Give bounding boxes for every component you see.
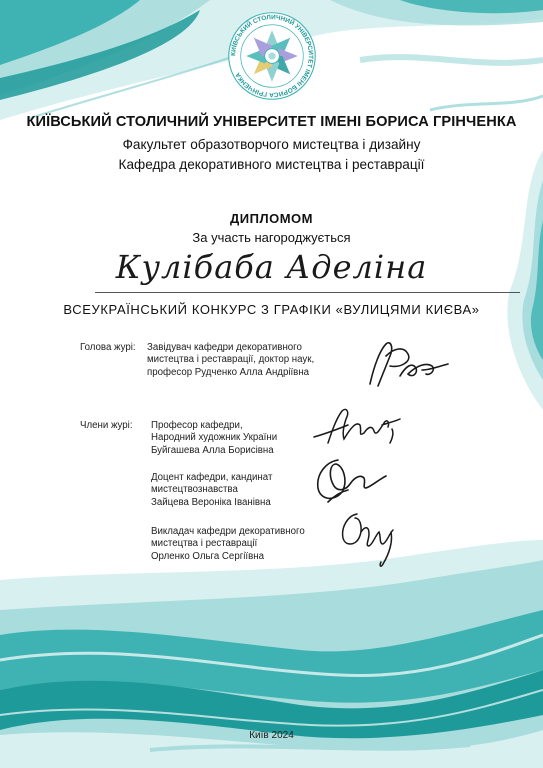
jury-member-1	[151, 420, 277, 457]
jury-chair-line: Завідувач кафедри декоративного	[147, 342, 302, 353]
recipient-underline	[95, 292, 520, 293]
emblem-ring-text: КИЇВСЬКИЙ СТОЛИЧНИЙ УНІВЕРСИТЕТ ІМЕНІ БОРИСА ГРІНЧЕНКА	[230, 14, 314, 98]
jury-member-line: мистецтвознавства	[151, 484, 238, 496]
jury-chair-label: Голова журі:	[80, 342, 136, 353]
city-year: Київ 2024	[249, 730, 294, 741]
recipient-name: Кулібаба Аделіна	[115, 248, 428, 286]
document-title: ДИПЛОМОМ	[230, 211, 313, 226]
jury-member-line: Народний художник України	[151, 432, 278, 444]
jury-member-3	[151, 526, 305, 563]
member-2-signature	[308, 452, 392, 508]
jury-chair-details	[147, 342, 314, 379]
jury-member-line: Буйгашева Алла Борисівна	[151, 444, 274, 456]
award-subtitle: За участь нагороджується	[192, 230, 351, 245]
jury-members-label: Члени журі:	[80, 420, 133, 431]
contest-name: ВСЕУКРАЇНСЬКИЙ КОНКУРС З ГРАФІКИ «ВУЛИЦЯМИ КИЄВА»	[63, 302, 480, 317]
jury-chair-line: мистецтва і реставрації, доктор наук,	[147, 354, 315, 366]
jury-member-line: Викладач кафедри декоративного	[151, 526, 305, 537]
jury-member-line: Орленко Ольга Сергіївна	[151, 550, 264, 562]
jury-member-line: Професор кафедри,	[151, 420, 243, 431]
university-name: КИЇВСЬКИЙ СТОЛИЧНИЙ УНІВЕРСИТЕТ ІМЕНІ БОРИСА ГРІНЧЕНКА	[26, 114, 517, 130]
jury-member-line: мистецтва і реставрації	[151, 538, 258, 550]
member-3-signature	[335, 506, 407, 572]
jury-member-line: Зайцева Вероніка Іванівна	[151, 496, 271, 508]
jury-chair-line: професор Рудченко Алла Андріївна	[147, 366, 310, 378]
jury-member-line: Доцент кафедри, кандинат	[151, 472, 273, 483]
jury-member-2	[151, 472, 272, 509]
faculty-name: Факультет образотворчого мистецтва і дизайну	[122, 137, 421, 152]
member-1-signature	[308, 403, 404, 451]
university-emblem-icon	[226, 10, 318, 102]
chair-signature	[360, 336, 450, 392]
department-name: Кафедра декоративного мистецтва і реставрації	[118, 157, 425, 172]
